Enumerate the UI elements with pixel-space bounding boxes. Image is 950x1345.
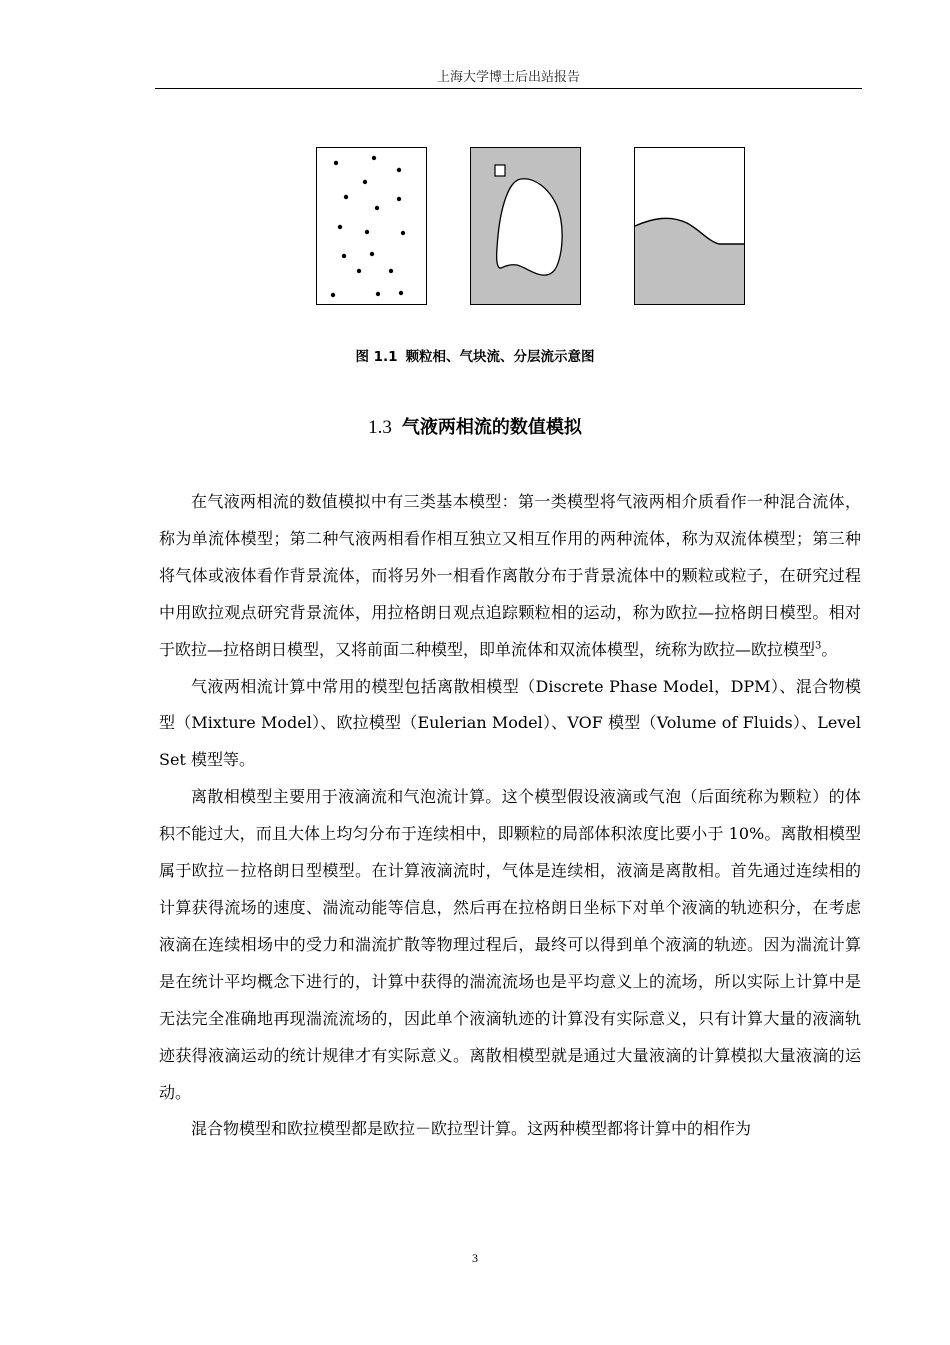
particle-dot — [399, 291, 403, 295]
particle-dot — [334, 161, 338, 165]
particle-dot — [331, 293, 335, 297]
section-heading — [0, 413, 950, 439]
particle-dot — [344, 195, 348, 199]
particle-dot — [375, 206, 379, 210]
paragraph: 气液两相流计算中常用的模型包括离散相模型（Discrete Phase Model，DPM）、混合物模型（Mixture Model）、欧拉模型（Eulerian Model）、VOF 模型（Volume of Fluids）、Level Set 模型等。 — [159, 676, 861, 770]
body-text — [159, 484, 861, 1148]
figure-caption — [0, 345, 950, 365]
section-title: 气液两相流的数值模拟 — [401, 417, 582, 438]
particle-dot — [376, 292, 380, 296]
particle-dot — [365, 230, 369, 234]
slug-flow-panel — [470, 147, 581, 305]
particle-dot — [357, 269, 361, 273]
stratified-flow-panel — [634, 147, 745, 305]
particle-dot — [389, 269, 393, 273]
paragraph: 离散相模型主要用于液滴流和气泡流计算。这个模型假设液滴或气泡（后面统称为颗粒）的体积不能过大，而且大体上均匀分布于连续相中，即颗粒的局部体积浓度比要小于 10%。离散相模型属于欧拉－拉格朗日型模型。在计算液滴流时，气体是连续相，液滴是离散相。首先通过连续相的计算获得流场的速度、湍流动能等信息，然后再在拉格朗日坐标下对单个液滴的轨迹积分，在考虑液滴在连续相场中的受力和湍流扩散等物理过程后，最终可以得到单个液滴的轨迹。因为湍流计算是在统计平均概念下进行的，计算中获得的湍流流场也是平均意义上的流场，所以实际上计算中是无法完全准确地再现湍流流场的，因此单个液滴轨迹的计算没有实际意义，只有计算大量的液滴轨迹获得液滴运动的统计规律才有实际意义。离散相模型就是通过大量液滴的计算模拟大量液滴的运动。 — [159, 787, 861, 1102]
section-number: 1.3 — [368, 417, 392, 438]
particle-dot — [342, 254, 346, 258]
particle-dot — [397, 197, 401, 201]
particle-dot — [401, 231, 405, 235]
particle-phase-diagram — [317, 148, 426, 304]
gas-slug — [497, 179, 562, 275]
particle-dot — [397, 168, 401, 172]
caption-text: 颗粒相、气块流、分层流示意图 — [405, 349, 595, 365]
paragraph-tail: 。 — [821, 639, 838, 659]
paragraph: 混合物模型和欧拉模型都是欧拉－欧拉型计算。这两种模型都将计算中的相作为 — [191, 1119, 752, 1139]
particle-dot — [372, 156, 376, 160]
slug-flow-diagram — [471, 148, 580, 304]
citation-ref: 3 — [815, 640, 822, 652]
particle-dot — [363, 180, 367, 184]
stratified-flow-diagram — [635, 148, 744, 304]
caption-label: 图 1.1 — [355, 349, 398, 365]
paragraph-text: 在气液两相流的数值模拟中有三类基本模型：第一类模型将气液两相介质看作一种混合流体，称为单流体模型；第二种气液两相看作相互独立又相互作用的两种流体，称为双流体模型；第三种将气体或液体看作背景流体，而将另外一相看作离散分布于背景流体中的颗粒或粒子，在研究过程中用欧拉观点研究背景流体，用拉格朗日观点追踪颗粒相的运动，称为欧拉—拉格朗日模型。相对于欧拉—拉格朗日模型，又将前面二种模型，即单流体和双流体模型，统称为欧拉—欧拉模型 — [159, 492, 861, 659]
header-rule — [155, 88, 862, 89]
paragraph — [159, 484, 861, 669]
page-number: 3 — [472, 1251, 478, 1265]
small-bubble — [495, 165, 505, 176]
liquid-layer — [635, 218, 744, 304]
particle-dot — [370, 252, 374, 256]
particle-dot — [338, 225, 342, 229]
running-header: 上海大学博士后出站报告 — [436, 70, 580, 85]
particle-phase-panel — [316, 147, 427, 305]
